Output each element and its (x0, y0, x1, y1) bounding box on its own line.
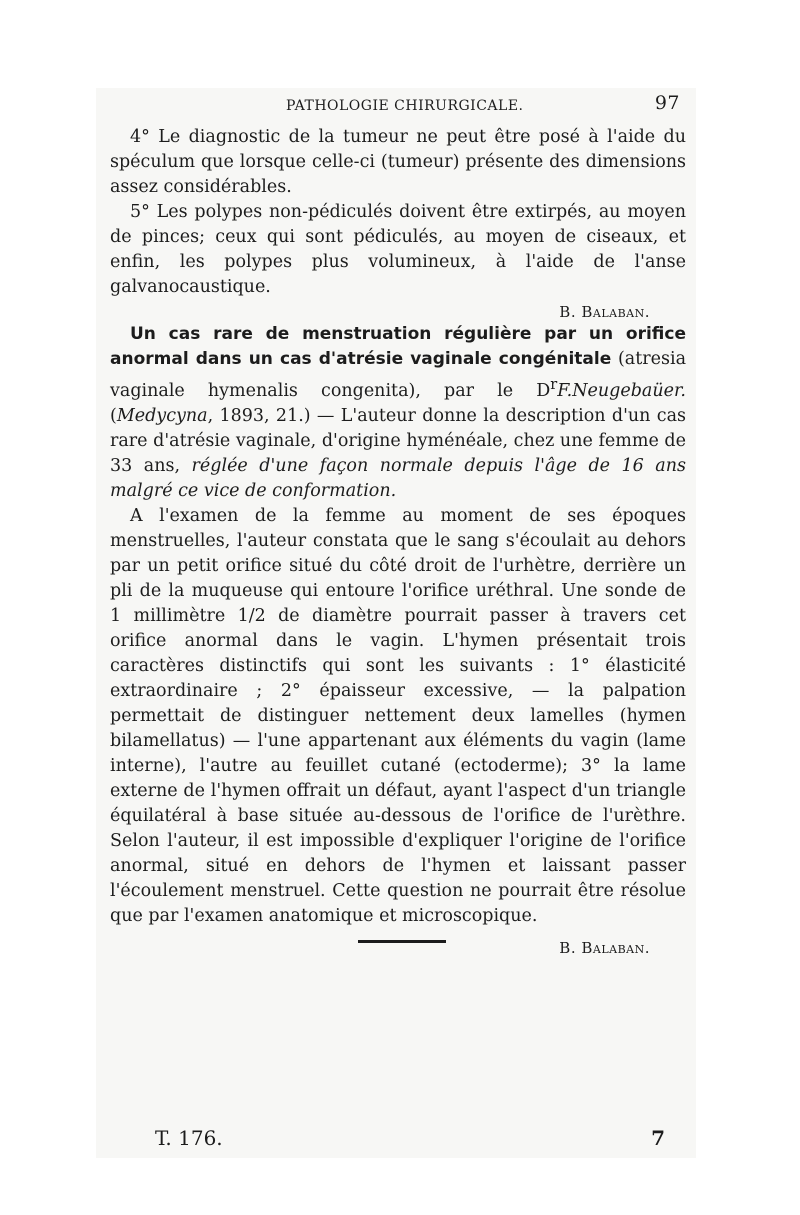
journal-name: Medycyna (116, 405, 208, 426)
paragraph-5: 5° Les polypes non-pédiculés doivent être extirpés, au moyen de pinces; ceux qui sont pédiculés, au moyen de ciseaux, et enfin, les polypes plus volumineux, à l'aide de l'anse galvanocaustique. (110, 202, 686, 297)
article-2 (110, 322, 686, 961)
source-and-summary: , 1893, 21.) — L'auteur donne la description d'un cas rare d'atrésie vaginale, d'origine hyménéale, chez une femme de 33 ans, (110, 405, 686, 476)
running-title: PATHOLOGIE CHIRURGICALE. (286, 98, 524, 114)
paragraph-4: 4° Le diagnostic de la tumeur ne peut être posé à l'aide du spéculum que lorsque celle-ci (tumeur) présente des dimensions assez considérables. (110, 127, 686, 197)
signature-2-text: B. Balaban. (559, 938, 650, 957)
dr-superscript: r (550, 376, 558, 393)
article-title: Un cas rare de menstruation régulière par un orifice anormal dans un cas d'atrésie vaginale congénitale (110, 324, 686, 369)
running-header (110, 92, 686, 118)
sheet-signature-number: 7 (651, 1126, 665, 1150)
article-subtitle: (atresia vaginale hymenalis congenita), par le D (110, 349, 686, 401)
italic-conclusion: réglée d'une façon normale depuis l'âge de 16 ans malgré ce vice de conformation. (110, 455, 686, 501)
author-name: F.Neugebaüer. (557, 380, 686, 401)
article-1 (110, 125, 686, 325)
source-open: ( (110, 405, 117, 426)
volume-number: T. 176. (155, 1126, 223, 1150)
page-number: 97 (654, 92, 680, 114)
section-divider-rule (358, 940, 446, 943)
article-2-body: A l'examen de la femme au moment de ses époques menstruelles, l'auteur constata que le sang s'écoulait au dehors par un petit orifice situé du côté droit de l'urhètre, derrière un pli de la muqueuse qui entoure l'orifice uréthral. Une sonde de 1 millimètre 1/2 de diamètre pourrait passer à travers cet orifice anormal dans le vagin. L'hymen présentait trois caractères distinctifs qui sont les suivants : 1° élasticité extraordinaire ; 2° épaisseur excessive, — la palpation permettait de distinguer nettement deux lamelles (hymen bilamellatus) — l'une appartenant aux éléments du vagin (lame interne), l'autre au feuillet cutané (ectoderme); 3° la lame externe de l'hymen offrait un défaut, ayant l'aspect d'un triangle équilatéral à base située au-dessous de l'orifice de l'urèthre. Selon l'auteur, il est impossible d'expliquer l'origine de l'orifice anormal, situé en dehors de l'hymen et laissant passer l'écoulement menstruel. Cette question ne pourrait être résolue que par l'examen anatomique et microscopique. (110, 505, 686, 926)
signature-1-text: B. Balaban. (559, 303, 650, 321)
page-footer (155, 1126, 665, 1156)
article-2-intro (110, 322, 686, 504)
